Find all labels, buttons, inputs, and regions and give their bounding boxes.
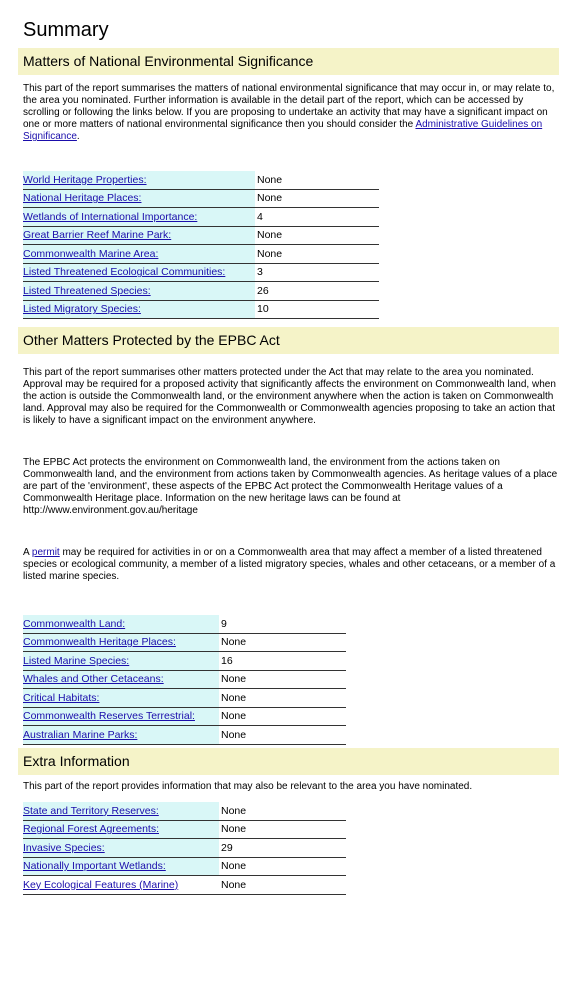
row-value: None — [219, 876, 346, 895]
table-row — [23, 726, 346, 745]
table-row — [23, 282, 379, 301]
wetlands-link[interactable]: Wetlands of International Importance: — [23, 210, 198, 223]
row-value: 26 — [255, 282, 379, 301]
table-row — [23, 802, 346, 820]
ecological-communities-link[interactable]: Listed Threatened Ecological Communities: — [23, 266, 226, 279]
row-value: 3 — [255, 263, 379, 282]
row-value: 16 — [219, 652, 346, 671]
section-heading-mnes: Matters of National Environmental Significance — [18, 48, 559, 75]
table-row — [23, 615, 346, 633]
migratory-species-link[interactable]: Listed Migratory Species: — [23, 303, 141, 316]
extra-table — [23, 802, 346, 895]
row-value: None — [255, 171, 379, 189]
table-row — [23, 300, 379, 319]
gbr-marine-park-link[interactable]: Great Barrier Reef Marine Park: — [23, 229, 172, 242]
table-row — [23, 689, 346, 708]
table-row — [23, 839, 346, 858]
epbc-paragraph-2: The EPBC Act protects the environment on Commonwealth land, the environment from the actions taken on Commonwealth land, and the environment from actions taken by Commonwealth agencies. As heritage values of a place are part of the 'environment', these aspects of the EPBC Act protect the Commonwealth Heritage values of a Commonwealth Heritage place. Information on the new heritage laws can be found at http://www.environment.gov.au/heritage — [23, 457, 558, 516]
row-value: None — [219, 857, 346, 876]
intro-text: This part of the report summarises the matters of national environmental significance that may occur in, or may relate to, the area you nominated. Further information is available in the detail part of the report, which can be accessed by scrolling or following the links below. If you are proposing to undertake an activity that may have a significant impact on one or more matters of national environmental significance then you should consider the — [23, 83, 555, 130]
critical-habitats-link[interactable]: Critical Habitats: — [23, 691, 100, 704]
row-value: None — [219, 802, 346, 820]
epbc-table — [23, 615, 346, 745]
commonwealth-marine-area-link[interactable]: Commonwealth Marine Area: — [23, 247, 159, 260]
table-row — [23, 226, 379, 245]
intro-end: . — [76, 131, 80, 142]
table-row — [23, 876, 346, 895]
permit-pre: A — [23, 547, 32, 558]
table-row — [23, 245, 379, 264]
marine-species-link[interactable]: Listed Marine Species: — [23, 654, 130, 667]
marine-parks-link[interactable]: Australian Marine Parks: — [23, 728, 138, 741]
reserves-terrestrial-link[interactable]: Commonwealth Reserves Terrestrial: — [23, 710, 195, 723]
row-value: 29 — [219, 839, 346, 858]
row-value: None — [219, 820, 346, 839]
table-row — [23, 707, 346, 726]
guidelines-link[interactable]: Administrative Guidelines on Significance — [23, 119, 543, 142]
national-heritage-link[interactable]: National Heritage Places: — [23, 192, 142, 205]
state-reserves-link[interactable]: State and Territory Reserves: — [23, 804, 159, 817]
row-value: 4 — [255, 208, 379, 227]
key-ecological-features-link[interactable]: Key Ecological Features (Marine) — [23, 878, 179, 891]
table-row — [23, 208, 379, 227]
row-value: None — [255, 189, 379, 208]
row-value: 10 — [255, 300, 379, 319]
row-value: None — [219, 633, 346, 652]
commonwealth-land-link[interactable]: Commonwealth Land: — [23, 617, 126, 630]
row-value: None — [255, 245, 379, 264]
table-row — [23, 857, 346, 876]
commonwealth-heritage-link[interactable]: Commonwealth Heritage Places: — [23, 636, 176, 649]
section-heading-epbc: Other Matters Protected by the EPBC Act — [18, 327, 559, 354]
section-heading-extra: Extra Information — [18, 748, 559, 775]
page-title: Summary — [23, 19, 109, 41]
row-value: None — [219, 707, 346, 726]
epbc-paragraph-1: This part of the report summarises other matters protected under the Act that may relate to the area you nominated. Approval may be required for a proposed activity that significantly affects the environment on Commonwealth land, when the action is outside the Commonwealth land, or the environment anywhere when the action is taken on Commonwealth land. Approval may also be required for the Commonwealth or Commonwealth agencies proposing to take an action that is likely to have a significant impact on the environment anywhere. — [23, 367, 556, 426]
table-row — [23, 652, 346, 671]
whales-cetaceans-link[interactable]: Whales and Other Cetaceans: — [23, 673, 164, 686]
world-heritage-link[interactable]: World Heritage Properties: — [23, 173, 147, 186]
row-value: None — [219, 726, 346, 745]
row-value: 9 — [219, 615, 346, 633]
mnes-table — [23, 171, 379, 319]
table-row — [23, 670, 346, 689]
table-row — [23, 189, 379, 208]
important-wetlands-link[interactable]: Nationally Important Wetlands: — [23, 860, 166, 873]
extra-intro: This part of the report provides information that may also be relevant to the area you have nominated. — [23, 781, 473, 792]
table-row — [23, 633, 346, 652]
permit-link[interactable]: permit — [31, 547, 60, 558]
forest-agreements-link[interactable]: Regional Forest Agreements: — [23, 823, 159, 836]
epbc-paragraph-3 — [23, 547, 560, 583]
row-value: None — [219, 689, 346, 708]
table-row — [23, 171, 379, 189]
permit-post: may be required for activities in or on a Commonwealth area that may affect a member of a listed threatened species or ecological community, a member of a listed migratory species, whales and other cetaceans, or a member of a listed marine species. — [23, 547, 556, 582]
threatened-species-link[interactable]: Listed Threatened Species: — [23, 284, 151, 297]
table-row — [23, 263, 379, 282]
table-row — [23, 820, 346, 839]
section-intro-mnes — [23, 83, 560, 143]
row-value: None — [255, 226, 379, 245]
row-value: None — [219, 670, 346, 689]
invasive-species-link[interactable]: Invasive Species: — [23, 841, 105, 854]
